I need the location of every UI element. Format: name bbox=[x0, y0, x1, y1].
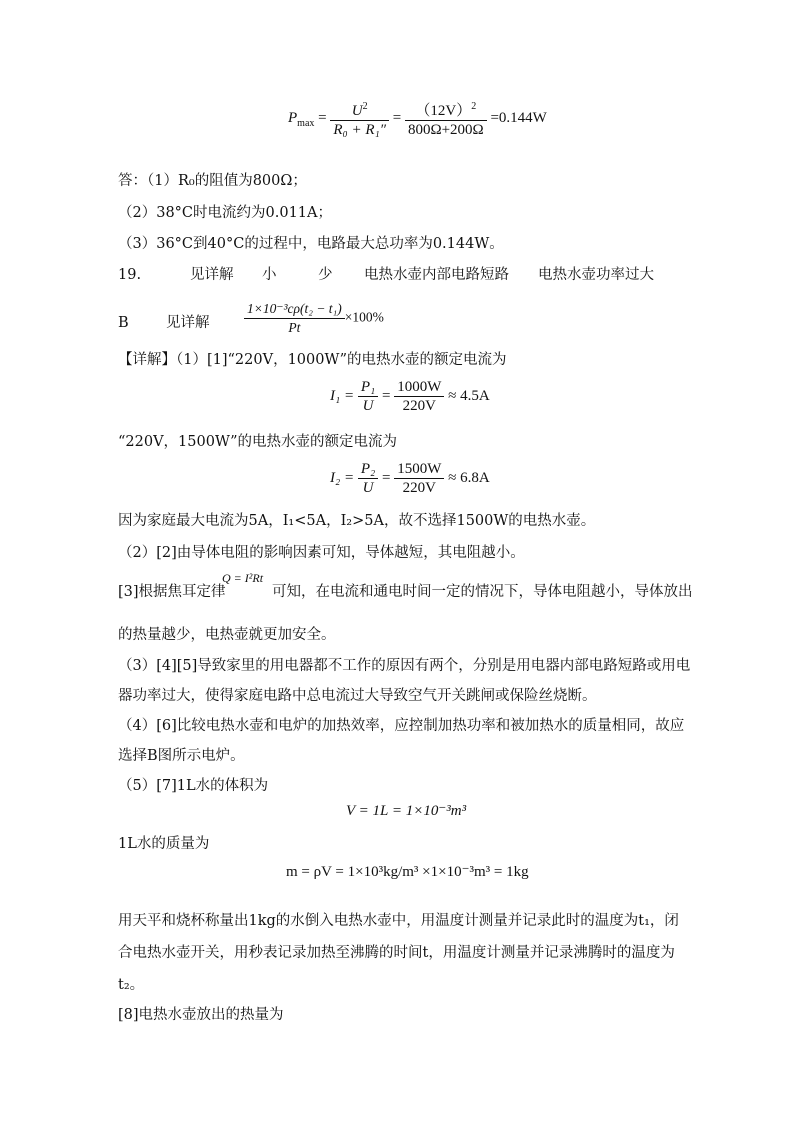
pmax-frac1-numerator: U bbox=[351, 103, 363, 119]
detail-paragraph-1: 【详解】（1）[1]“220V，1000W”的电热水壶的额定电流为 bbox=[118, 352, 507, 368]
eq1-lhs: I₁ = bbox=[330, 387, 355, 404]
detail-paragraph-2: “220V，1500W”的电热水壶的额定电流为 bbox=[118, 434, 398, 450]
eq2-fraction-2 bbox=[394, 460, 444, 497]
pmax-fraction-2 bbox=[405, 98, 487, 139]
blank-4: 电热水壶内部电路短路 bbox=[364, 267, 509, 283]
detail-paragraph-5-pre: [3]根据焦耳定律 bbox=[118, 584, 226, 600]
equals-sign: = bbox=[392, 109, 402, 126]
eq2-result: ≈ 6.8A bbox=[448, 469, 490, 486]
eq2-frac1-denominator: U bbox=[362, 480, 374, 496]
equals-sign: = bbox=[318, 109, 327, 126]
pmax-fraction-1 bbox=[330, 98, 389, 139]
eq2-frac2-numerator: 1500W bbox=[394, 460, 444, 479]
eq2-fraction-1 bbox=[358, 460, 378, 497]
current-equation-2 bbox=[330, 460, 490, 497]
mass-equation: m = ρV = 1×10³kg/m³ ×1×10⁻³m³ = 1kg bbox=[286, 864, 529, 880]
equals-sign: = bbox=[381, 387, 391, 404]
blank-2: 小 bbox=[262, 267, 277, 283]
eq2-frac2-denominator: 220V bbox=[402, 480, 436, 496]
question-number: 19. bbox=[118, 267, 142, 283]
pmax-equation bbox=[288, 98, 547, 139]
pmax-symbol: P bbox=[288, 109, 298, 126]
eq1-frac2-numerator: 1000W bbox=[394, 378, 444, 397]
detail-paragraph-9: （4）[6]比较电热水壶和电炉的加热效率，应控制加热功率和被加热水的质量相同，故应 bbox=[118, 718, 685, 734]
pmax-result: =0.144W bbox=[490, 109, 547, 126]
detail-paragraph-13: 用天平和烧杯称量出1kg的水倒入电热水壶中，用温度计测量并记录此时的温度为t₁，闭 bbox=[118, 913, 679, 929]
blank-1: 见详解 bbox=[190, 267, 234, 283]
answer-line-2: （2）38°C时电流约为0.011A； bbox=[118, 205, 333, 221]
eq1-frac2-denominator: 220V bbox=[402, 398, 436, 414]
eq1-result: ≈ 4.5A bbox=[448, 387, 490, 404]
blank-3: 少 bbox=[318, 267, 333, 283]
detail-paragraph-15: t₂。 bbox=[118, 977, 145, 993]
blank-6: B bbox=[118, 315, 129, 331]
blank-5: 电热水壶功率过大 bbox=[538, 267, 654, 283]
blank-7: 见详解 bbox=[166, 315, 210, 331]
pmax-frac1-sup: 2 bbox=[362, 101, 368, 112]
joule-law-formula: Q = I²Rt bbox=[222, 571, 264, 585]
efficiency-formula bbox=[244, 300, 384, 337]
detail-paragraph-6: 的热量越少，电热壶就更加安全。 bbox=[118, 627, 336, 643]
detail-paragraph-5-post: 可知，在电流和通电时间一定的情况下，导体电阻越小，导体放出 bbox=[272, 584, 693, 600]
answer-line-1: 答：（1）R₀的阻值为800Ω； bbox=[118, 173, 307, 189]
pmax-subscript: max bbox=[297, 117, 315, 129]
eq1-frac1-numerator: P₁ bbox=[358, 378, 378, 397]
eq1-fraction-1 bbox=[358, 378, 378, 415]
pmax-frac2-sup: 2 bbox=[471, 101, 477, 112]
equals-sign: = bbox=[381, 469, 391, 486]
detail-paragraph-12: 1L水的质量为 bbox=[118, 836, 210, 852]
efficiency-fraction bbox=[244, 300, 345, 337]
detail-paragraph-8: 器功率过大，使得家庭电路中总电流过大导致空气开关跳闸或保险丝烧断。 bbox=[118, 688, 597, 704]
eq2-lhs: I₂ = bbox=[330, 469, 355, 486]
eq2-frac1-numerator: P₂ bbox=[358, 460, 378, 479]
efficiency-numerator: 1×10⁻³cρ(t₂ − t₁) bbox=[244, 300, 345, 319]
current-equation-1 bbox=[330, 378, 490, 415]
pmax-frac2-numerator: （12V） bbox=[415, 103, 472, 119]
detail-paragraph-14: 合电热水壶开关，用秒表记录加热至沸腾的时间t，用温度计测量并记录沸腾时的温度为 bbox=[118, 945, 675, 961]
eq1-frac1-denominator: U bbox=[362, 398, 374, 414]
pmax-frac2-denominator: 800Ω+200Ω bbox=[407, 122, 484, 138]
detail-paragraph-7: （3）[4][5]导致家里的用电器都不工作的原因有两个，分别是用电器内部电路短路或用电 bbox=[118, 658, 691, 674]
detail-paragraph-11: （5）[7]1L水的体积为 bbox=[118, 778, 269, 794]
detail-paragraph-4: （2）[2]由导体电阻的影响因素可知，导体越短，其电阻越小。 bbox=[118, 545, 525, 561]
eq1-fraction-2 bbox=[394, 378, 444, 415]
detail-paragraph-10: 选择B图所示电炉。 bbox=[118, 748, 245, 764]
detail-paragraph-16: [8]电热水壶放出的热量为 bbox=[118, 1007, 284, 1023]
detail-paragraph-3: 因为家庭最大电流为5A，I₁<5A，I₂>5A，故不选择1500W的电热水壶。 bbox=[118, 513, 596, 529]
pmax-frac1-denominator: R₀ + R₁″ bbox=[333, 122, 386, 138]
answer-line-3: （3）36°C到40°C的过程中，电路最大总功率为0.144W。 bbox=[118, 236, 504, 252]
efficiency-denominator: Pt bbox=[288, 320, 301, 335]
volume-equation: V = 1L = 1×10⁻³m³ bbox=[346, 803, 467, 819]
efficiency-percent: ×100% bbox=[344, 309, 384, 325]
